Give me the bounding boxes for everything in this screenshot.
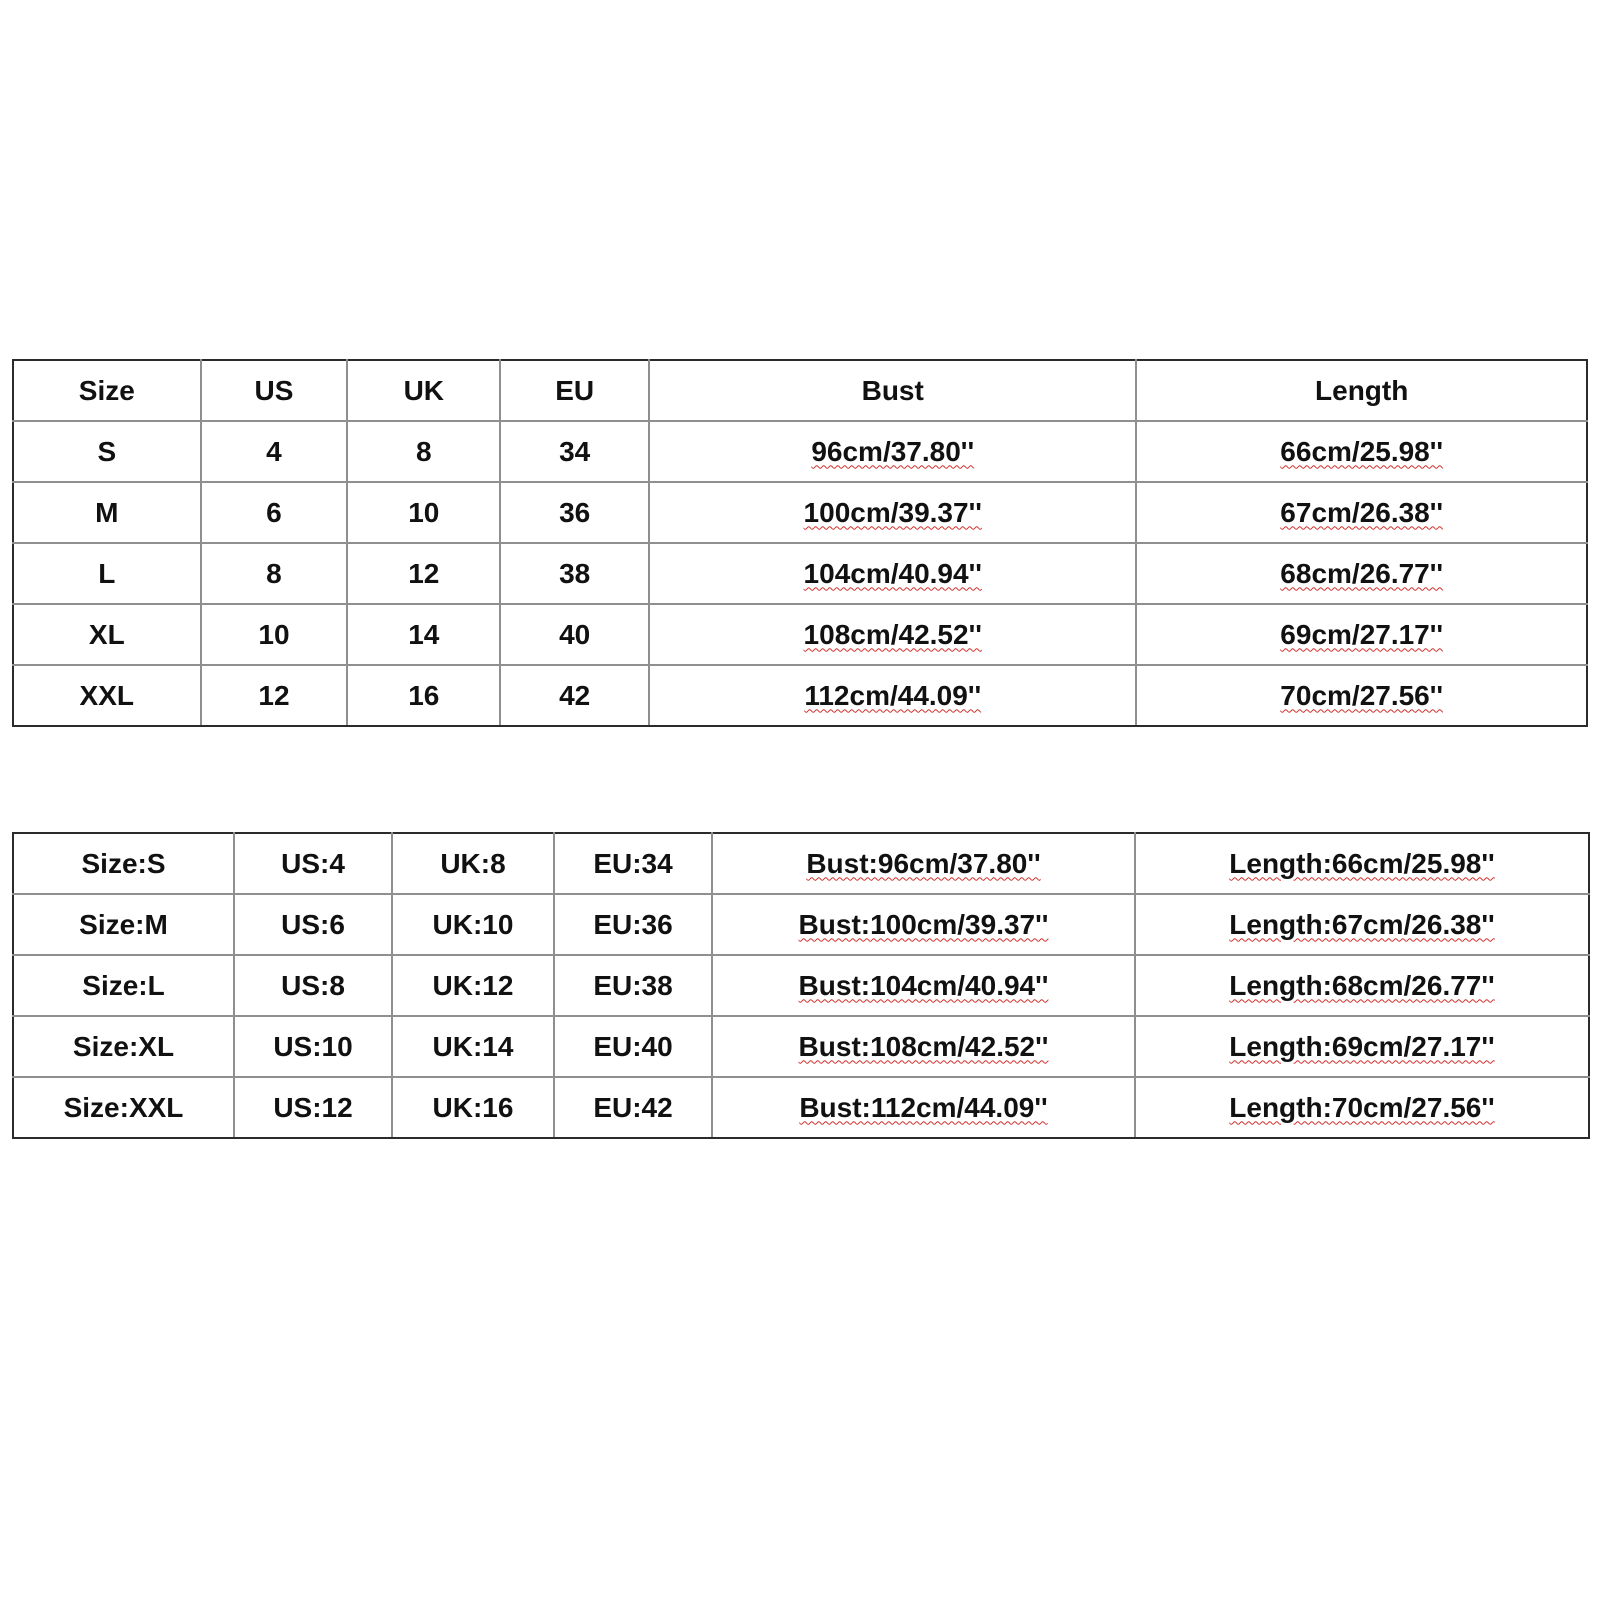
length-cell: [1136, 604, 1587, 665]
length-value: 70cm/27.56'': [1280, 679, 1444, 711]
table-row: [13, 955, 1589, 1016]
bust-value: Bust:112cm/44.09'': [799, 1091, 1048, 1123]
bust-value: 104cm/40.94'': [803, 557, 982, 589]
bust-cell: [712, 894, 1135, 955]
eu-cell: EU:42: [554, 1077, 712, 1138]
size-cell: Size:L: [13, 955, 234, 1016]
length-cell: [1135, 955, 1589, 1016]
us-cell: 4: [201, 421, 348, 482]
eu-cell: 42: [500, 665, 649, 726]
us-cell: US:4: [234, 833, 392, 894]
uk-cell: 10: [347, 482, 500, 543]
bust-cell: [649, 604, 1136, 665]
length-value: 69cm/27.17'': [1280, 618, 1444, 650]
bust-value: Bust:104cm/40.94'': [798, 969, 1049, 1001]
uk-cell: UK:12: [392, 955, 554, 1016]
length-value: 66cm/25.98'': [1280, 435, 1444, 467]
size-cell: Size:XL: [13, 1016, 234, 1077]
length-cell: [1135, 833, 1589, 894]
bust-cell: [649, 482, 1136, 543]
bust-value: 100cm/39.37'': [803, 496, 982, 528]
bust-value: Bust:100cm/39.37'': [798, 908, 1049, 940]
size-cell: S: [13, 421, 201, 482]
uk-cell: UK:10: [392, 894, 554, 955]
bust-value: Bust:108cm/42.52'': [798, 1030, 1049, 1062]
bust-cell: [712, 955, 1135, 1016]
length-cell: [1136, 543, 1587, 604]
us-cell: 6: [201, 482, 348, 543]
table-row: [13, 894, 1589, 955]
size-chart-table: [12, 359, 1588, 727]
us-cell: US:6: [234, 894, 392, 955]
us-cell: 8: [201, 543, 348, 604]
header-eu: EU: [500, 360, 649, 421]
length-value: Length:68cm/26.77'': [1229, 969, 1495, 1001]
table-row: [13, 833, 1589, 894]
uk-cell: UK:14: [392, 1016, 554, 1077]
uk-cell: 8: [347, 421, 500, 482]
us-cell: US:12: [234, 1077, 392, 1138]
length-value: 68cm/26.77'': [1280, 557, 1444, 589]
bust-cell: [649, 543, 1136, 604]
uk-cell: 16: [347, 665, 500, 726]
us-cell: US:8: [234, 955, 392, 1016]
table-row: [13, 1077, 1589, 1138]
length-cell: [1136, 482, 1587, 543]
length-value: Length:66cm/25.98'': [1229, 847, 1495, 879]
size-chart-labeled-table: [12, 832, 1590, 1139]
header-bust: Bust: [649, 360, 1136, 421]
length-value: 67cm/26.38'': [1280, 496, 1444, 528]
size-cell: Size:S: [13, 833, 234, 894]
eu-cell: EU:34: [554, 833, 712, 894]
length-cell: [1135, 1016, 1589, 1077]
uk-cell: UK:16: [392, 1077, 554, 1138]
eu-cell: 38: [500, 543, 649, 604]
bust-cell: [712, 1016, 1135, 1077]
size-cell: L: [13, 543, 201, 604]
length-cell: [1136, 665, 1587, 726]
length-cell: [1136, 421, 1587, 482]
eu-cell: 34: [500, 421, 649, 482]
header-uk: UK: [347, 360, 500, 421]
header-size: Size: [13, 360, 201, 421]
table-row: [13, 604, 1587, 665]
size-cell: M: [13, 482, 201, 543]
table-row: [13, 543, 1587, 604]
eu-cell: EU:36: [554, 894, 712, 955]
eu-cell: 40: [500, 604, 649, 665]
uk-cell: UK:8: [392, 833, 554, 894]
bust-cell: [712, 1077, 1135, 1138]
length-cell: [1135, 894, 1589, 955]
eu-cell: EU:40: [554, 1016, 712, 1077]
size-cell: XXL: [13, 665, 201, 726]
bust-value: 96cm/37.80'': [811, 435, 975, 467]
table-header-row: [13, 360, 1587, 421]
bust-value: Bust:96cm/37.80'': [806, 847, 1041, 879]
size-cell: Size:M: [13, 894, 234, 955]
bust-value: 108cm/42.52'': [803, 618, 982, 650]
length-cell: [1135, 1077, 1589, 1138]
us-cell: 12: [201, 665, 348, 726]
table-row: [13, 482, 1587, 543]
header-length: Length: [1136, 360, 1587, 421]
table-row: [13, 1016, 1589, 1077]
eu-cell: EU:38: [554, 955, 712, 1016]
header-us: US: [201, 360, 348, 421]
bust-cell: [712, 833, 1135, 894]
size-cell: Size:XXL: [13, 1077, 234, 1138]
table-row: [13, 421, 1587, 482]
table-row: [13, 665, 1587, 726]
uk-cell: 12: [347, 543, 500, 604]
length-value: Length:70cm/27.56'': [1229, 1091, 1495, 1123]
bust-cell: [649, 665, 1136, 726]
length-value: Length:67cm/26.38'': [1229, 908, 1495, 940]
uk-cell: 14: [347, 604, 500, 665]
bust-cell: [649, 421, 1136, 482]
bust-value: 112cm/44.09'': [804, 679, 982, 711]
us-cell: US:10: [234, 1016, 392, 1077]
eu-cell: 36: [500, 482, 649, 543]
us-cell: 10: [201, 604, 348, 665]
length-value: Length:69cm/27.17'': [1229, 1030, 1495, 1062]
size-cell: XL: [13, 604, 201, 665]
